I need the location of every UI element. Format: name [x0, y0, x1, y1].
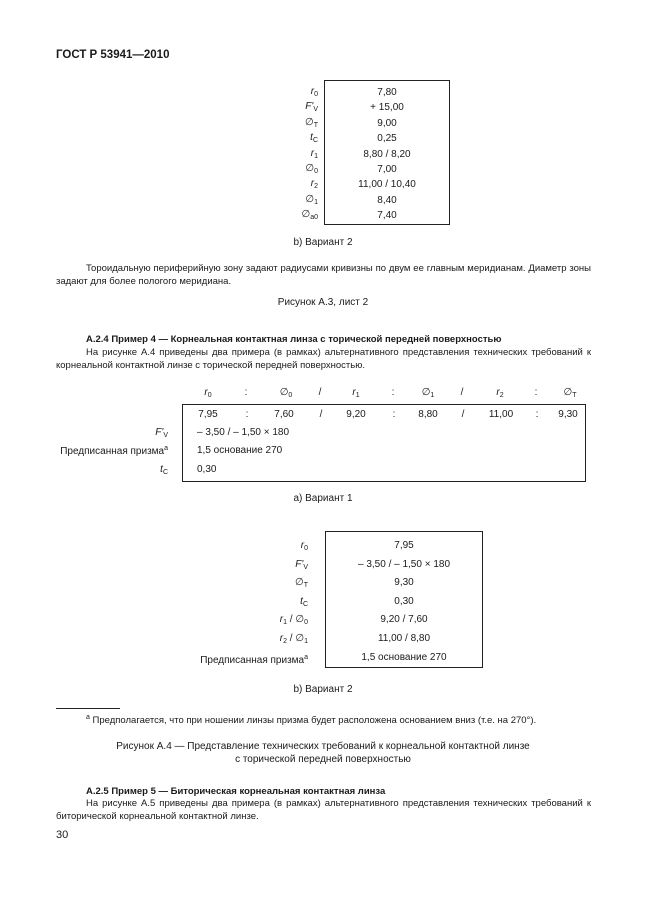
- fig-a4-v1-header-sep: :: [244, 387, 248, 398]
- fig-a3-label: $F'_V$: [305, 101, 318, 114]
- fig-a4-v2-value: 9,30: [394, 577, 414, 589]
- fig-a4-v1-sep: :: [392, 409, 396, 420]
- fig-a4-v1-header-row: [180, 387, 582, 402]
- fig-a4-v1-header-sep: :: [391, 387, 395, 398]
- fig-a3-label: $r_1$: [310, 147, 318, 160]
- fig-a4-v1-header-cell: $\emptyset_T$: [563, 387, 577, 399]
- section-a25-paragraph: На рисунке А.5 приведены два примера (в рамках) альтернативного представления технических требований к биторической корнеальной контактной линзе.: [56, 798, 591, 822]
- fig-a3-caption: Рисунок А.3, лист 2: [277, 297, 369, 308]
- document-header: ГОСТ Р 53941—2010: [56, 49, 170, 61]
- fig-a4-caption-line: с торической передней поверхностью: [235, 754, 411, 765]
- fig-a4-caption: [0, 740, 646, 766]
- fig-a3-value-frame: [324, 80, 450, 225]
- fig-a4-v1-value: 1,5 основание 270: [197, 445, 283, 456]
- fig-a3-value: 8,80 / 8,20: [363, 148, 411, 160]
- fig-a4-v1-header-cell: $r_2$: [496, 387, 504, 399]
- fig-a4-v1-label: $t_C$: [160, 464, 168, 476]
- fig-a4-v1-header-cell: $\emptyset_1$: [421, 387, 435, 399]
- fig-a4-v1-label: $F'_V$: [155, 427, 168, 439]
- fig-a3-value: 7,00: [377, 163, 397, 175]
- fig-a4-v2-label: $t_C$: [300, 595, 308, 608]
- fig-a4-v2-value-frame: [325, 531, 483, 668]
- fig-a4-v1-sep: /: [461, 409, 465, 420]
- fig-a4-v2-label: $r_0$: [300, 540, 308, 552]
- fig-a4-v2-value: – 3,50 / – 1,50 × 180: [357, 558, 451, 570]
- fig-a3-variant-caption: b) Вариант 2: [293, 237, 353, 248]
- fig-a4-v1-value: – 3,50 / – 1,50 × 180: [197, 427, 290, 438]
- fig-a4-caption-line: Рисунок А.4 — Представление технических требований к корнеальной контактной линзе: [116, 741, 530, 752]
- fig-a3-value: 8,40: [377, 194, 397, 206]
- fig-a4-v2-caption: b) Вариант 2: [293, 684, 353, 695]
- fig-a4-v1-header-cell: $r_1$: [352, 387, 360, 399]
- fig-a3-value: + 15,00: [370, 102, 404, 114]
- fig-a4-v1-label: Предписанная призма$^a$: [60, 445, 168, 457]
- footnote: $^a$ Предполагается, что при ношении линзы призма будет расположена основанием вниз (т.е. на 270°).: [86, 714, 537, 726]
- fig-a4-v1-cell: 11,00: [488, 409, 514, 420]
- fig-a4-v2-value: 0,30: [394, 595, 414, 607]
- page-number: 30: [56, 829, 69, 841]
- fig-a4-v1-value: 0,30: [197, 464, 217, 475]
- fig-a4-v1-header-cell: $r_0$: [204, 387, 212, 399]
- fig-a3-label: $t_C$: [310, 132, 318, 145]
- fig-a4-v1-header-sep: /: [318, 387, 322, 398]
- fig-a4-v1-header-cell: $\emptyset_0$: [279, 387, 293, 399]
- fig-a4-v1-header-sep: :: [534, 387, 538, 398]
- fig-a3-value: 11,00 / 10,40: [358, 179, 416, 191]
- fig-a4-v2-label: Предписанная призма$^a$: [200, 653, 308, 666]
- fig-a4-v2-label: $F'_V$: [295, 558, 308, 571]
- fig-a4-v2-value: 7,95: [394, 540, 414, 551]
- fig-a3-labels: [200, 84, 318, 223]
- fig-a4-v1-cell: 9,30: [558, 409, 578, 420]
- fig-a4-v1-cell: 7,60: [274, 409, 294, 420]
- fig-a4-v1-sep: /: [319, 409, 323, 420]
- footnote-rule: [56, 708, 120, 709]
- fig-a3-label: $\emptyset_0$: [305, 162, 318, 175]
- fig-a3-label: $\emptyset_{a0}$: [301, 209, 318, 222]
- fig-a3-paragraph: Тороидальную периферийную зону задают радиусами кривизны по двум ее главным меридианам. Диаметр зоны задают для более пологого меридиана.: [56, 263, 591, 287]
- fig-a3-label: $r_2$: [310, 178, 318, 191]
- fig-a3-value: 0,25: [377, 133, 397, 145]
- fig-a4-v2-value: 11,00 / 8,80: [377, 632, 431, 644]
- fig-a4-v2-label: $r_2$ / $\emptyset_1$: [279, 632, 308, 645]
- fig-a3-value: 9,00: [377, 117, 397, 129]
- fig-a3-label: $r_0$: [310, 86, 318, 98]
- fig-a3-value: 7,40: [377, 210, 397, 222]
- fig-a3-label: $\emptyset_T$: [305, 116, 318, 129]
- section-a24-heading: А.2.4 Пример 4 — Корнеальная контактная линза с торической передней поверхностью: [86, 334, 502, 345]
- fig-a3-value: 7,80: [377, 87, 397, 98]
- fig-a4-v2-label: $r_1$ / $\emptyset_0$: [279, 614, 308, 627]
- fig-a4-v1-header-sep: /: [460, 387, 464, 398]
- fig-a4-v2-value: 1,5 основание 270: [361, 651, 447, 663]
- fig-a4-v2-value: 9,20 / 7,60: [380, 614, 428, 626]
- fig-a4-v1-sep: :: [535, 409, 539, 420]
- fig-a3-label: $\emptyset_1$: [305, 193, 318, 206]
- fig-a4-v1-cell: 9,20: [346, 409, 366, 420]
- section-a24-paragraph: На рисунке А.4 приведены два примера (в рамках) альтернативного представления технических требований к корнеальной контактной линзе с торической передней поверхностью.: [56, 347, 591, 371]
- section-a25-heading: А.2.5 Пример 5 — Биторическая корнеальная контактная линза: [86, 786, 386, 797]
- fig-a4-v1-cell: 8,80: [418, 409, 438, 420]
- fig-a4-v2-label: $\emptyset_T$: [295, 577, 308, 590]
- fig-a4-v2-labels: [180, 537, 308, 667]
- fig-a4-v1-sep: :: [245, 409, 249, 420]
- fig-a4-v1-cell: 7,95: [198, 409, 218, 420]
- fig-a4-v1-caption: а) Вариант 1: [293, 493, 353, 504]
- fig-a4-v1-frame: [182, 404, 586, 482]
